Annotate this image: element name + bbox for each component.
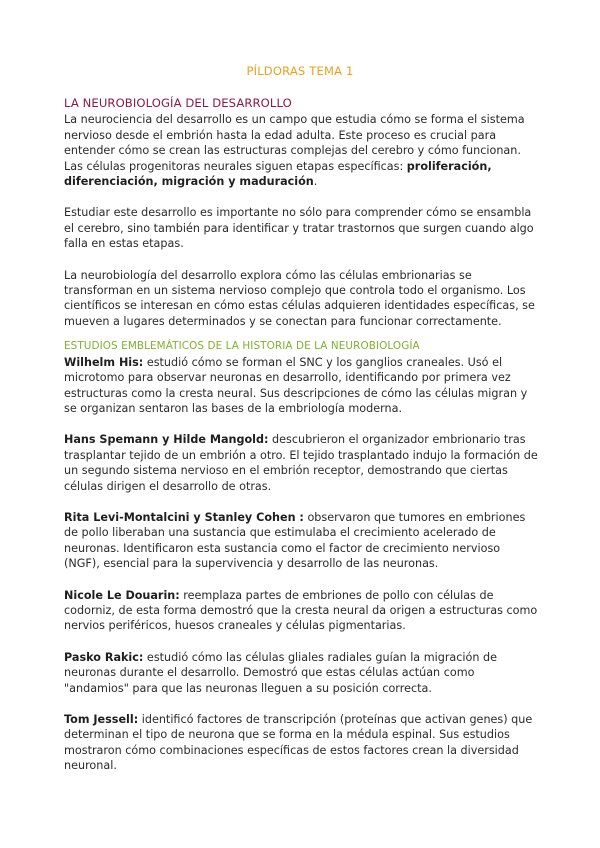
paragraph-importance: Estudiar este desarrollo es importante no sólo para comprender cómo se ensambla el cerebro, sino también para identificar y tratar trastornos que surgen cuando algo falla en estas etapas. bbox=[64, 206, 534, 251]
paragraph-intro-text: La neurociencia del desarrollo es un campo que estudia cómo se forma el sistema nervioso desde el embrión hasta la edad adulta. Este proceso es crucial para entender cómo se crean las estructuras complejas del cerebro y cómo funcionan. Las células progenitoras neurales siguen etapas específicas: bbox=[64, 113, 525, 173]
entry-text: observaron que tumores en embriones de pollo liberaban una sustancia que estimulaba el crecimiento acelerado de neuronas. Identificaron esta sustancia como el factor de crecimiento nervioso (NGF), esencial para la supervivencia y desarrollo de las neuronas. bbox=[64, 510, 526, 571]
section-heading-neurobiology: LA NEUROBIOLOGÍA DEL DESARROLLO bbox=[64, 96, 292, 110]
entry-text: estudió cómo se forman el SNC y los ganglios craneales. Usó el microtomo para observar neuronas en desarrollo, identificando por primera vez estructuras como la cresta neural. Sus descripciones de cómo las células migran y se organizan sentaron las bases de la embriología moderna. bbox=[64, 355, 528, 415]
entry-name: Hans Spemann y Hilde Mangold: bbox=[64, 433, 269, 447]
entry-spemann-mangold bbox=[64, 432, 538, 494]
entry-name: Wilhelm His: bbox=[64, 355, 144, 369]
entry-jessell bbox=[64, 712, 538, 774]
entry-name: Nicole Le Douarin: bbox=[64, 588, 180, 602]
entry-le-douarin bbox=[64, 588, 538, 634]
entry-name: Tom Jessell: bbox=[64, 713, 139, 726]
entry-name: Rita Levi-Montalcini y Stanley Cohen : bbox=[64, 510, 304, 524]
section-heading-studies: ESTUDIOS EMBLEMÁTICOS DE LA HISTORIA DE LA NEUROBIOLOGÍA bbox=[64, 340, 420, 353]
document-body bbox=[64, 96, 538, 774]
entry-text: reemplaza partes de embriones de pollo con células de codorniz, de esta forma demostró que la cresta neural da origen a estructuras como nervios periféricos, huesos craneales y células pigmentarias. bbox=[64, 588, 538, 633]
entry-name: Pasko Rakic: bbox=[64, 650, 144, 664]
entry-wilhelm-his bbox=[64, 355, 538, 417]
entry-text: descubrieron el organizador embrionario tras trasplantar tejido de un embrión a otro. El tejido trasplantado indujo la formación de un segundo sistema nervioso en el embrión receptor, demostrando que ciertas células dirigen el desarrollo de otras. bbox=[64, 433, 538, 493]
paragraph-intro-end: . bbox=[313, 175, 318, 189]
document-title: PÍLDORAS TEMA 1 bbox=[246, 64, 354, 78]
entry-text: identificó factores de transcripción (proteínas que activan genes) que determinan el tipo de neurona que se forma en la médula espinal. Sus estudios mostraron cómo combinaciones específicas de estos factores crean la diversidad neuronal. bbox=[64, 713, 533, 773]
entry-text: estudió cómo las células gliales radiales guían la migración de neuronas durante el desarrollo. Demostró que estas células actúan como "andamios" para que las neuronas lleguen a su posición correcta. bbox=[64, 650, 498, 695]
paragraph-exploration: La neurobiología del desarrollo explora cómo las células embrionarias se transforman en un sistema nervioso complejo que controla todo el organismo. Los científicos se interesan en cómo estas células adquieren identidades específicas, se mueven a lugares determinados y se conectan para funcionar correctamente. bbox=[64, 268, 535, 328]
entry-levi-montalcini-cohen bbox=[64, 510, 538, 572]
paragraph-intro-bold: proliferación, diferenciación, migración y maduración bbox=[64, 159, 492, 189]
entry-rakic bbox=[64, 650, 538, 696]
paragraph-intro bbox=[64, 112, 538, 189]
